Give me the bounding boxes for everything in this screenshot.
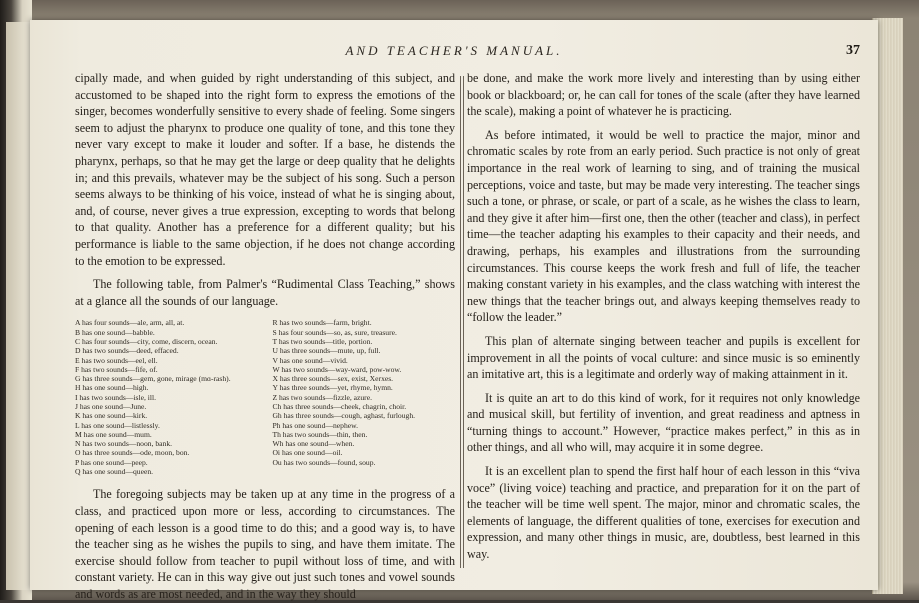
sound-entry: Y has three sounds—yet, rhyme, hymn. — [272, 383, 393, 393]
sound-entry: B has one sound—babble. — [75, 327, 155, 337]
paragraph: It is quite an art to do this kind of work, for it requires not only knowledge and musical skill, but fertility of invention, and great readiness and aptness in “turning things to account.” However, “practice makes perfect,” in this as in other things, and all who will, may acquire it in some degree. — [467, 390, 860, 455]
paragraph: As before intimated, it would be well to practice the major, minor and chromatic scales by rote from an early period. Such practice is not only of great importance in the real work of learning to sing, and of training the musical perceptions, voice and taste, but may be made very interesting. The teacher sings such a tone, or phrase, or scale, or part of a scale, as he wishes the class to learn, and they give it after him—first one, then the other (teacher and class), in perfect time—the teacher adapting his examples to their capacity and their needs, and drawing, perhaps, his examples and illustrations from the surrounding circumstances. This course keeps the work fresh and full of life, the teacher making constant variety in his examples, and the class watching with interest the new things that the teacher brings out, and always keeping themselves ready to “follow the leader.” — [467, 127, 860, 325]
sound-entry: G has three sounds—gem, gone, mirage (mɑ-rash). — [75, 374, 231, 384]
paragraph: It is an excellent plan to spend the first half hour of each lesson in this “viva voce” (living voice) teaching and practice, and preparation for it on the part of the teacher will be time well spent. The major, minor and chromatic scales, the elements of language, the different qualities of tone, exercises for execution and expression, and many other things in music, are, doubtless, best learned in this way. — [467, 464, 860, 562]
sounds-list-left — [75, 318, 264, 476]
sound-entry: R has two sounds—farm, bright. — [272, 318, 372, 328]
sound-entry: Wh has one sound—when. — [272, 439, 355, 449]
sound-entry: J has one sound—June. — [75, 401, 147, 411]
sound-entry: Ch has three sounds—cheek, chagrin, choir. — [272, 401, 407, 411]
sound-entry: T has two sounds—title, portion. — [272, 336, 373, 346]
sound-entry: C has four sounds—city, come, discern, ocean. — [75, 336, 218, 346]
sound-entry: D has two sounds—deed, effaced. — [75, 346, 179, 356]
running-head: AND TEACHER'S MANUAL. — [345, 43, 563, 58]
sound-entry: L has one sound—listlessly. — [75, 420, 160, 430]
paragraph: be done, and make the work more lively and interesting than by using either book or blackboard; or, he can call for tones of the scale (after they have learned the scale), making a point of whatever he is practicing. — [467, 71, 860, 119]
paragraph: The foregoing subjects may be taken up at any time in the progress of a class, and practiced upon more or less, according to circumstances. The opening of each lesson is a good time to do this; and a good way is, to have the teacher sing as he wishes the pupils to sing, and have them imitate. The exercise should follow from teacher to pupil without loss of time, and with constant variety. He can in this way give out just such tones and vowel sounds and words as are most needed, and in the way they should — [75, 487, 455, 601]
sounds-list-right — [272, 318, 455, 476]
sound-entry: F has two sounds—fife, of. — [75, 364, 158, 374]
sound-entry: W has two sounds—way-ward, pow-wow. — [272, 364, 402, 374]
sound-entry: E has two sounds—eel, ell. — [75, 355, 158, 365]
right-column — [467, 70, 860, 563]
sound-entry: X has three sounds—sex, exist, Xerxes. — [272, 374, 394, 384]
sound-entry: M has one sound—mum. — [75, 429, 152, 439]
sound-entry: H has one sound—high. — [75, 383, 149, 393]
left-column — [75, 70, 455, 603]
sound-entry: S has four sounds—so, as, sure, treasure. — [272, 327, 397, 337]
sound-entry: P has one sound—peep. — [75, 457, 148, 467]
sound-entry: Oi has one sound—oil. — [272, 448, 343, 458]
sound-entry: N has two sounds—noon, bank. — [75, 439, 173, 449]
sound-entry: A has four sounds—ale, arm, all, at. — [75, 318, 185, 328]
sounds-table — [75, 318, 455, 476]
sound-entry: Gh has three sounds—cough, aghast, furlough. — [272, 411, 416, 421]
sound-entry: Q has one sound—queen. — [75, 467, 154, 477]
sound-entry: K has one sound—kirk. — [75, 411, 148, 421]
column-divider — [460, 76, 464, 568]
sound-entry: Z has two sounds—fizzle, azure. — [272, 392, 372, 402]
sound-entry: V has one sound—vivid. — [272, 355, 348, 365]
sound-entry: O has three sounds—ode, moon, bon. — [75, 448, 190, 458]
page-number: 37 — [846, 43, 860, 58]
sound-entry: Ou has two sounds—found, soup. — [272, 457, 376, 467]
book-page — [30, 20, 878, 601]
left-page-edge — [6, 22, 31, 590]
paragraph: This plan of alternate singing between teacher and pupils is excellent for improvement in all the points of vocal culture: and since music is so eminently an imitative art, this is a legitimate and orderly way of making attainment in it. — [467, 333, 860, 382]
sound-entry: Ph has one sound—nephew. — [272, 420, 359, 430]
paragraph: cipally made, and when guided by right understanding of this subject, and accustomed to be shaped into the right form to express the emotions of the singer, becomes wonderfully sensitive to every shade of feeling. Some singers seem to adjust the pharynx to produce one quality of tone, and this tone they never vary except to make it louder and softer. If a base, he distends the pharynx, perhaps, so that he may get the large or deep quality that he delights in; and this prevails, whatever may be the subject of his song. Such a person seems always to be thinking of his voice, instead of what he is singing about, and, of course, never gives a true expression, excepting to words that belong to that quality. Another has a preference for a different quality; but his performance is liable to the same objection, if he does not change according to the emotion to be expressed. — [75, 71, 455, 268]
sound-entry: Th has two sounds—thin, then. — [272, 429, 368, 439]
paragraph: The following table, from Palmer's “Rudimental Class Teaching,” shows at a glance all the sounds of our language. — [75, 277, 455, 308]
sound-entry: U has three sounds—mute, up, full. — [272, 346, 381, 356]
sound-entry: I has two sounds—isle, ill. — [75, 392, 156, 402]
